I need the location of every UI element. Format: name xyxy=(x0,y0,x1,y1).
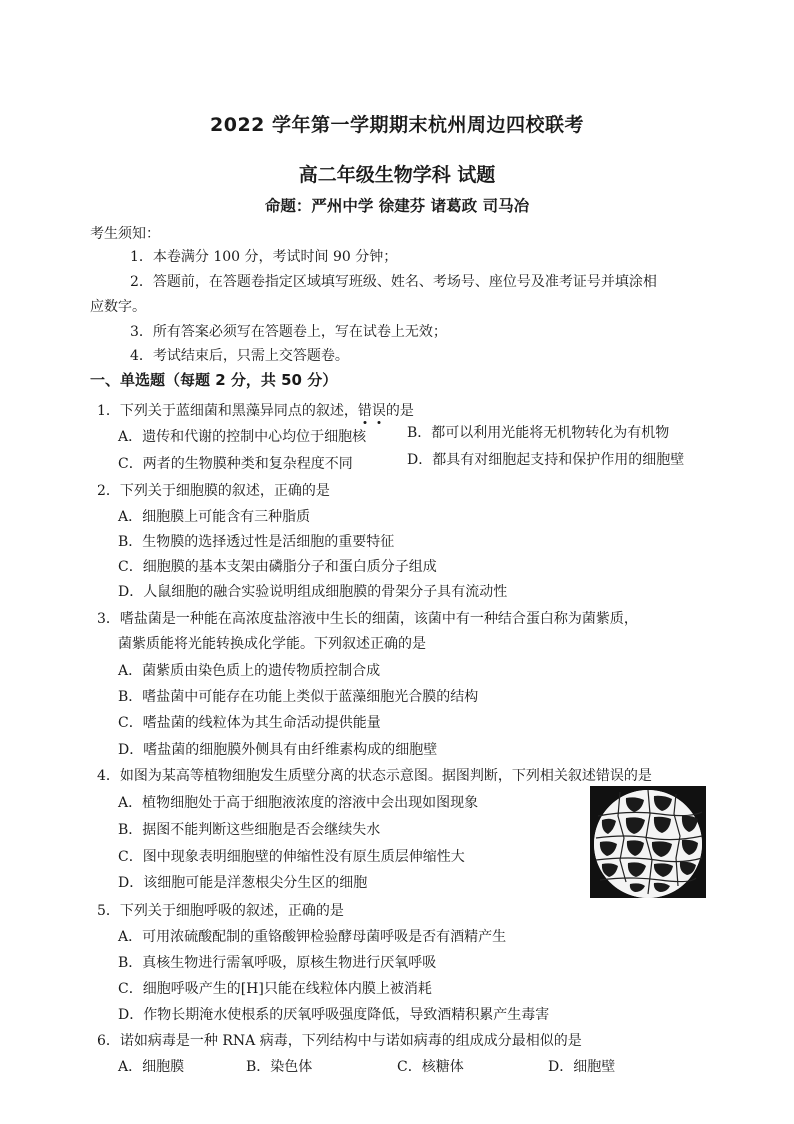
question-1-option-c: C．两者的生物膜种类和复杂程度不同 xyxy=(118,456,353,472)
question-4-stem: 4．如图为某高等植物细胞发生质壁分离的状态示意图。据图判断，下列相关叙述错误的是 xyxy=(97,768,652,784)
question-1-option-d: D．都具有对细胞起支持和保护作用的细胞壁 xyxy=(407,452,685,468)
question-2-option-d: D．人鼠细胞的融合实验说明组成细胞膜的骨架分子具有流动性 xyxy=(118,584,508,600)
question-6-option-c: C．核糖体 xyxy=(397,1059,464,1075)
notice-item: 2．答题前，在答题卷指定区域填写班级、姓名、考场号、座位号及准考证号并填涂相 xyxy=(130,274,657,290)
question-4-option-d: D．该细胞可能是洋葱根尖分生区的细胞 xyxy=(118,875,368,891)
notice-item: 3．所有答案必须写在答题卷上，写在试卷上无效； xyxy=(130,324,447,340)
question-2-stem: 2．下列关于细胞膜的叙述，正确的是 xyxy=(97,483,330,499)
question-3-option-b: B．嗜盐菌中可能存在功能上类似于蓝藻细胞光合膜的结构 xyxy=(118,689,479,705)
exam-title: 2022 学年第一学期期末杭州周边四校联考 xyxy=(210,114,584,136)
question-3-stem-line-2: 菌紫质能将光能转换成化学能。下列叙述正确的是 xyxy=(118,636,426,652)
question-5-option-c: C．细胞呼吸产生的[H]只能在线粒体内膜上被消耗 xyxy=(118,981,432,997)
emphasis-mark: 误 xyxy=(371,403,386,419)
exam-authors: 命题：严州中学 徐建芬 诸葛政 司马冶 xyxy=(264,197,530,215)
question-4-option-b: B．据图不能判断这些细胞是否会继续失水 xyxy=(118,822,381,838)
question-1-stem: 1．下列关于蓝细菌和黑藻异同点的叙述，错误的是 xyxy=(97,403,414,419)
question-6-stem: 6．诺如病毒是一种 RNA 病毒，下列结构中与诺如病毒的组成成分最相似的是 xyxy=(97,1033,582,1049)
question-5-option-d: D．作物长期淹水使根系的厌氧呼吸强度降低，导致酒精积累产生毒害 xyxy=(118,1007,550,1023)
question-3-option-a: A．菌紫质由染色质上的遗传物质控制合成 xyxy=(118,663,381,679)
question-1-option-b: B．都可以利用光能将无机物转化为有机物 xyxy=(407,425,670,441)
plasmolysis-cell-figure xyxy=(590,786,706,898)
question-1-option-a: A．遗传和代谢的控制中心均位于细胞核 xyxy=(118,429,367,445)
question-4-option-a: A．植物细胞处于高于细胞液浓度的溶液中会出现如图现象 xyxy=(118,795,479,811)
emphasis-mark: 错 xyxy=(357,403,372,419)
question-2-option-a: A．细胞膜上可能含有三种脂质 xyxy=(118,509,311,525)
question-6-option-a: A．细胞膜 xyxy=(118,1059,185,1075)
question-2-option-c: C．细胞膜的基本支架由磷脂分子和蛋白质分子组成 xyxy=(118,559,437,575)
notice-title: 考生须知： xyxy=(90,226,160,242)
question-4-option-c: C．图中现象表明细胞壁的伸缩性没有原生质层伸缩性大 xyxy=(118,849,465,865)
question-6-option-d: D．细胞壁 xyxy=(548,1059,616,1075)
notice-item: 4．考试结束后，只需上交答题卷。 xyxy=(130,348,349,364)
section-title: 一、单选题（每题 2 分，共 50 分） xyxy=(90,371,338,389)
question-5-stem: 5．下列关于细胞呼吸的叙述，正确的是 xyxy=(97,903,344,919)
question-5-option-b: B．真核生物进行需氧呼吸，原核生物进行厌氧呼吸 xyxy=(118,955,437,971)
question-3-option-c: C．嗜盐菌的线粒体为其生命活动提供能量 xyxy=(118,715,381,731)
question-5-option-a: A．可用浓硫酸配制的重铬酸钾检验酵母菌呼吸是否有酒精产生 xyxy=(118,929,507,945)
exam-subtitle: 高二年级生物学科 试题 xyxy=(298,164,496,186)
notice-item: 应数字。 xyxy=(90,299,146,315)
question-3-stem-line-1: 3．嗜盐菌是一种能在高浓度盐溶液中生长的细菌，该菌中有一种结合蛋白称为菌紫质， xyxy=(97,611,638,627)
question-6-option-b: B．染色体 xyxy=(246,1059,313,1075)
question-2-option-b: B．生物膜的选择透过性是活细胞的重要特征 xyxy=(118,534,395,550)
notice-item: 1．本卷满分 100 分，考试时间 90 分钟； xyxy=(130,249,398,265)
question-3-option-d: D．嗜盐菌的细胞膜外侧具有由纤维素构成的细胞壁 xyxy=(118,742,438,758)
